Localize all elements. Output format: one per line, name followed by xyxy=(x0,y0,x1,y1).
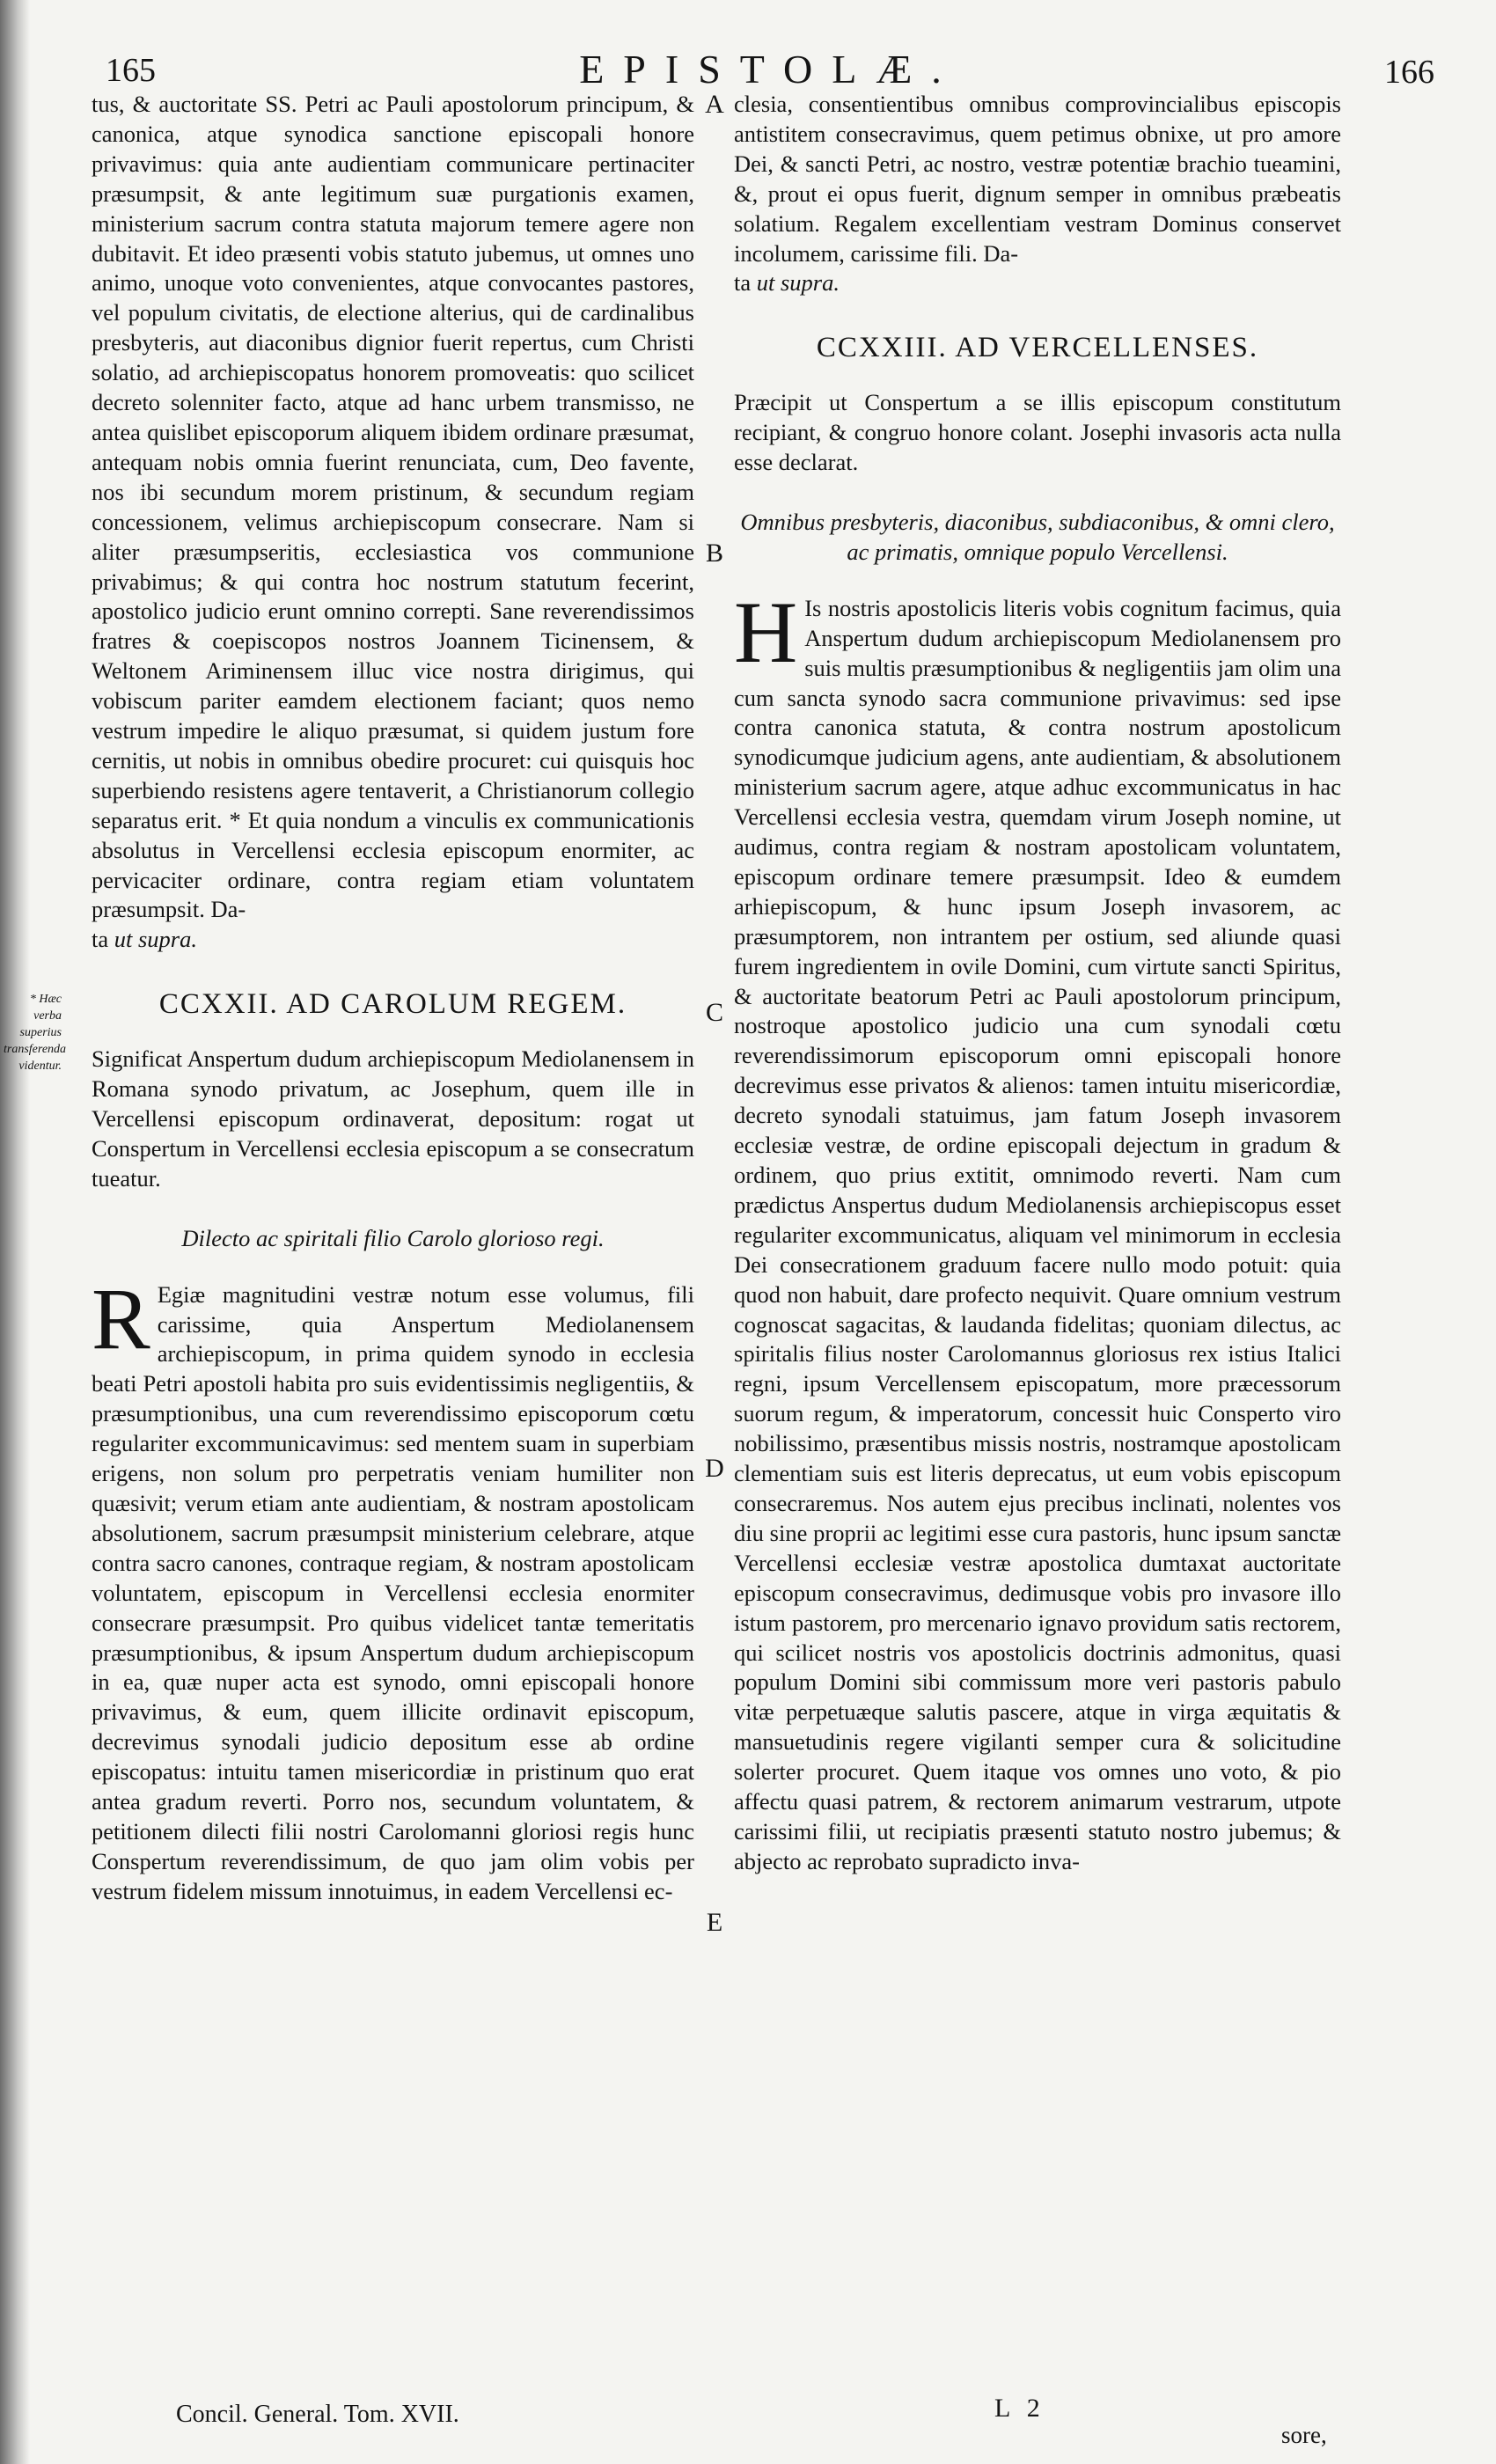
chapter-title-ccxxii: CCXXII. AD CAROLUM REGEM. xyxy=(158,988,627,1021)
binding-shadow xyxy=(0,0,30,2464)
right-text-2: Is nostris apostolicis literis vobis cognitum facimus, quia Anspertum dudum archiepiscopum Mediolanensem pro suis multis præsumptionibus & negligentiis jam olim una cum sancta synodo sacra communione privavimus: sed ipse contra canonica statuta, & contra nostrum apostolicum synodicumque judicium agens, ante audientiam, & absolutionem ministerium sacrum agere, atque adhuc excommunicatus in hac Vercellensi ecclesia vestra, quemdam virum Joseph nomine, ut audimus, contra regiam & nostram apostolicam voluntatem, episcopum ordinare temere præsumpsit. Ideo & eumdem arhiepiscopum, & hunc ipsum Joseph invasorem, ac præsumptorem, non intrantem per ostium, sed aliunde quasi furem ingredientem in ovile Domini, cum virtute sancti Spiritus, & auctoritate beatorum Petri ac Pauli apostolorum principum, nostroque apostolico judicio una cum synodali cœtu reverendissimorum episcoporum omni episcopali honore decrevimus esse privatos & alienos: tamen intuitu misericordiæ, decreto synodali statuimus, jam fatum Joseph invasorem ecclesiæ vestræ, de ordine episcopali dejectum in gradum & ordinem, quo prius extitit, omnimodo reverti. Nam cum prædictus Anspertus dudum Mediolanensis archiepiscopus esset regulariter excommunicatus, aliquam vel minimorum in ecclesia Dei consecrationem graduum facere nullo modo potuit: quia quod non habuit, dare profecto nequivit. Quare omnium vestrum cognoscat sagacitas, & laudanda fidelitas; quoniam dilectus, ac spiritalis filius noster Carolomannus gloriosus rex istius Italici regni, ipsum Vercellensem episcopatum, more præcessorum suorum regum, & imperatorum, concessit huic Consperto viro nobilissimo, præsentibus missis nostris, nostramque apostolicam clementiam suis est literis deprecatus, ut eum vobis episcopum consecraremus. Nos autem ejus precibus inclinati, nolentes vos diu sine proprii ac legitimi esse cura pastoris, hunc ipsum sanctæ Vercellensi ecclesiæ vestræ apostolica dumtaxat auctoritate episcopum consecravimus, dedimusque vobis pro invasore illo istum pastorem, pro mercenario ignavo providum satis rectorem, qui scilicet nostris vos apostolicis doctrinis admonitus, quasi populum Domini sibi commissum more veri pastoris pabulo vitæ perpetuæque salutis pascere, atque in virga æquitatis & mansuetudinis regere vigilanti semper cura & solicitudine solerter procuret. Quem itaque vos omnes uno voto, & pio affectu quasi patrem, & rectorem animarum vestrarum, utpote carissimi filii, ut recipiatis præsenti statuto nostro jubemus; & abjecto ac reprobato supradicto inva- xyxy=(734,594,1341,1874)
chapter-title-ccxxiii: CCXXIII. AD VERCELLENSES. xyxy=(816,332,1259,364)
signature-mark: L 2 xyxy=(994,2394,1045,2423)
margin-letter-c: C xyxy=(705,998,723,1027)
salutation-ccxxiii: Omnibus presbyteris, diaconibus, subdiaconibus, & omni clero, ac primatis, omnique populo Vercellensi. xyxy=(740,508,1335,565)
running-header xyxy=(106,46,1434,90)
left-text-2: Egiæ magnitudini vestræ notum esse volumus, fili carissime, quia Anspertum Mediolanensem archiepiscopum, in prima quidem synodo in ecclesia beati Petri apostoli habita pro suis evidentissimis negligentiis, & præsumptionibus, una cum reverendissimo episcoporum cœtu regulariter excommunicavimus: sed mentem suam in superbiam erigens, non solum pro perpetratis veniam humiliter non quæsivit; verum etiam ante audientiam, & nostram apostolicam absolutionem, sacrum præsumpsit ministerium celebrare, atque contra sacro canones, contraque regiam, & nostram apostolicam voluntatem, episcopum in Vercellensi ecclesia enormiter consecrare præsumpsit. Pro quibus videlicet tantæ temeritatis præsumptionibus, & ipsum Anspertum dudum archiepiscopum in ea, quæ nuper acta est synodo, omni episcopali honore privavimus, & eum, quem illicite ordinavit episcopum, decrevimus synodali judicio depositum esse ab ordine episcopatus: intuitu tamen misericordiæ in pristinum quo erat antea gradum reverti. Porro nos, secundum voluntatem, & petitionem dilecti filii nostri Carolomanni gloriosi regis hunc Conspertum reverendissimum, de quo jam olim vobis per vestrum fidelem missum innotuimus, in eadem Vercellensi ec- xyxy=(92,1280,694,1904)
drop-cap-r: R xyxy=(92,1269,150,1368)
left-text-1: tus, & auctoritate SS. Petri ac Pauli apostolorum principum, & canonica, atque synodica sanctione episcopali honore privavimus: quia ante audientiam communicare pertinaciter præsumpsit, & ante legitimum suæ purgationis examen, ministerium sacrum contra statuta majorum temere agere non dubitavit. Et ideo præsenti vobis statuto jubemus, ut omnes uno animo, unoque voto convenientes, atque convocantes pastores, vel populum civitatis, de electione alterius, qui de cardinalibus presbyteris, aut diaconibus dignior fuerit repertus, cum Christi solatio, ad archiepiscopatus honorem promoveatis: quo scilicet decreto solenniter facto, atque ad hanc urbem transmisso, ne antea quislibet episcoporum aliquem ibidem ordinare præsumat, antequam nobis omnia fuerint renunciata, cum, Deo favente, nos ibi secundum morem pristinum, & secundum regiam concessionem, velimus archiepiscopum consecrare. Nam si aliter præsumpseritis, ecclesiastica vos communione privabimus; & qui contra hoc nostrum statutum fecerint, apostolico judicio erunt omnino correpti. Sane reverendissimos fratres & coepiscopos nostros Joannem Ticinensem, & Weltonem Ariminensem illuc vice nostra dirigimus, qui vobiscum pariter eamdem electionem faciant; quos nemo vestrum impedire le aliquo præsumat, si quidem justum fore cernitis, ut nobis in omnibus obedire procuret: cui quisquis hoc superbiendo resistens agere tentaverit, a Christianorum collegio separatus erit. * Et quia nondum a vinculis ex communicationis absolutus in Vercellensi ecclesia episcopum enormiter, ac pervicaciter ordinare, contra regiam etiam voluntatem præsumpsit. Da- xyxy=(92,91,694,923)
page-number-left: 165 xyxy=(106,52,156,89)
right-column xyxy=(734,90,1341,1877)
margin-letter-e: E xyxy=(706,1908,723,1937)
left-column xyxy=(92,90,694,1907)
right-text-1: clesia, consentientibus omnibus comprovincialibus episcopis antistitem consecravimus, quem petimus obnixe, ut pro amore Dei, & sancti Petri, ac nostro, vestræ potentiæ brachio tueamini, &, prout ei opus fuerit, dignum semper in omnibus præbeatis solatium. Regalem excellentiam vestram Dominus conservet incolumem, carissime fili. Da- xyxy=(734,91,1341,267)
salutation-ccxxii: Dilecto ac spiritali filio Carolo glorioso regi. xyxy=(181,1224,605,1251)
page-number-right: 166 xyxy=(1384,54,1434,91)
catchword: sore, xyxy=(1281,2422,1327,2448)
margin-letter-b: B xyxy=(705,539,723,568)
margin-letter-a: A xyxy=(705,90,724,119)
left-paragraph-2 xyxy=(92,1269,694,1907)
margin-note: * Hæc verba superius transferenda videntur. xyxy=(4,993,67,1073)
left-dating: ta xyxy=(92,926,114,953)
right-paragraph-1 xyxy=(734,90,1341,298)
drop-cap-h: H xyxy=(734,583,798,681)
margin-letter-d: D xyxy=(705,1454,724,1483)
chapter-summary-ccxxiii: Præcipit ut Conspertum a se illis episcopum constitutum recipiant, & congruo honore colant. Josephi invasoris acta nulla esse declarat. xyxy=(734,389,1341,476)
footer-volume: Concil. General. Tom. XVII. xyxy=(176,2401,459,2428)
chapter-summary-ccxxii: Significat Anspertum dudum archiepiscopum Mediolanensem in Romana synodo privatum, ac Josephum, quem ille in Vercellensi episcopum ordinaverat, depositum: rogat ut Conspertum in Vercellensi ecclesia episcopum a se consecratum tueatur. xyxy=(92,1045,694,1192)
running-title: EPISTOLÆ. xyxy=(579,47,961,92)
left-paragraph-1 xyxy=(92,90,694,955)
right-dating: ta xyxy=(734,269,757,297)
left-dating-italic: ut supra. xyxy=(114,926,197,953)
right-paragraph-2 xyxy=(734,583,1341,1877)
right-dating-italic: ut supra. xyxy=(756,269,840,297)
